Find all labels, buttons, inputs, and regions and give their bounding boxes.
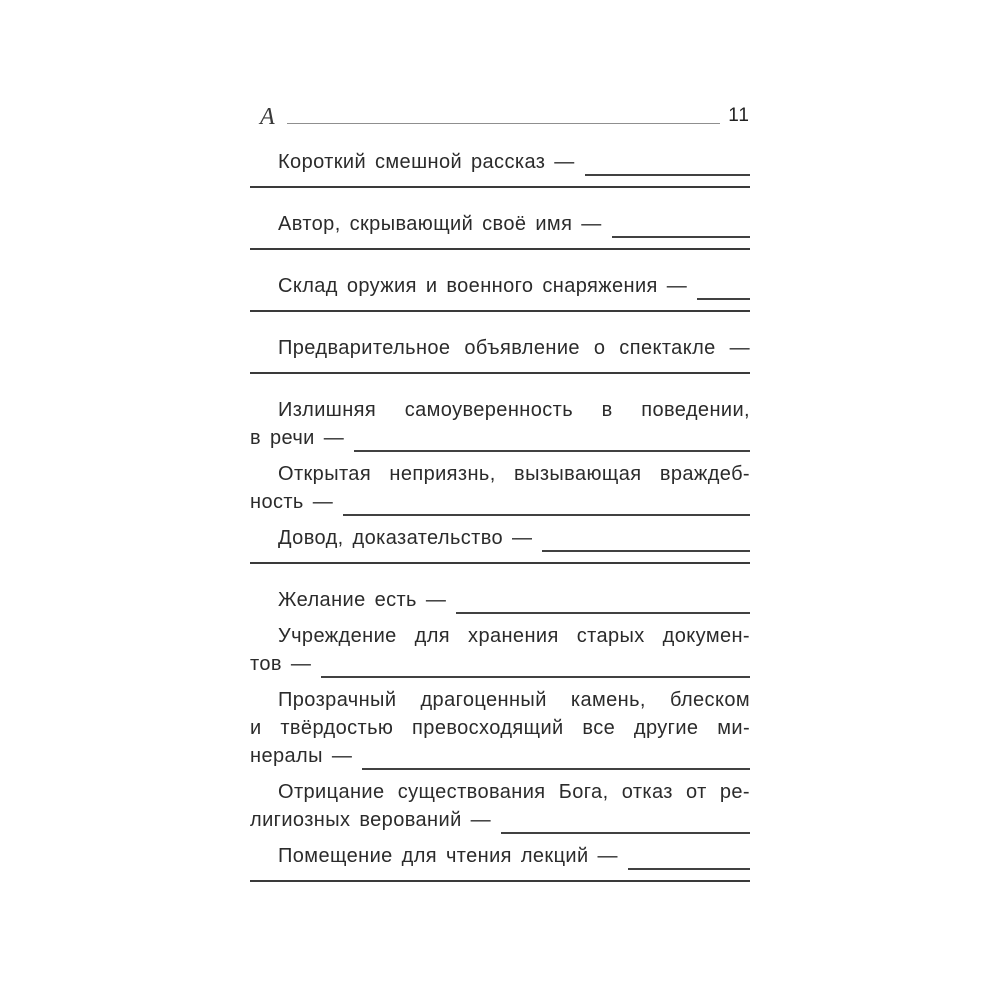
definition-line	[250, 650, 750, 678]
definition-entry	[250, 210, 750, 238]
definition-text: Помещение для чтения лекций —	[278, 845, 618, 867]
definition-text: в речи —	[250, 427, 345, 449]
answer-line	[250, 562, 750, 564]
definition-line	[250, 334, 750, 362]
definition-entry	[250, 686, 750, 770]
definition-entry	[250, 334, 750, 362]
definition-line	[250, 806, 750, 834]
definition-line	[250, 714, 750, 742]
definition-text: Склад оружия и военного снаряжения —	[278, 275, 688, 297]
answer-line	[250, 372, 750, 374]
definition-line	[250, 148, 750, 176]
answer-blank	[542, 524, 750, 552]
definition-entry	[250, 148, 750, 176]
definition-line	[250, 272, 750, 300]
definition-text: Короткий смешной рассказ —	[278, 151, 575, 173]
definition-entry	[250, 524, 750, 552]
definition-text: Довод, доказательство —	[278, 527, 533, 549]
definition-text: Автор, скрывающий своё имя —	[278, 213, 602, 235]
definition-text: лигиозных верований —	[250, 809, 491, 831]
section-letter: A	[260, 104, 275, 130]
definition-line	[250, 396, 750, 424]
definition-line	[250, 742, 750, 770]
book-page	[250, 104, 750, 904]
definition-entry	[250, 272, 750, 300]
definition-line	[250, 586, 750, 614]
definition-line	[250, 778, 750, 806]
definition-line	[250, 424, 750, 452]
definition-line	[250, 460, 750, 488]
definition-entry	[250, 842, 750, 870]
answer-blank	[612, 210, 750, 238]
definition-line	[250, 488, 750, 516]
answer-line	[250, 186, 750, 188]
definition-line	[250, 686, 750, 714]
definition-line	[250, 622, 750, 650]
page-header	[250, 104, 750, 130]
definition-line	[250, 210, 750, 238]
answer-line	[250, 248, 750, 250]
definition-entry	[250, 396, 750, 452]
definition-entry	[250, 460, 750, 516]
definition-text: Открытая неприязнь, вызывающая враждеб-	[278, 463, 750, 485]
answer-blank	[501, 806, 750, 834]
definition-text: Излишняя самоуверенность в поведении,	[278, 399, 750, 421]
definition-text: Желание есть —	[278, 589, 447, 611]
definition-text: Отрицание существования Бога, отказ от ре-	[278, 781, 750, 803]
definition-text: ность —	[250, 491, 334, 513]
definition-entry	[250, 778, 750, 834]
answer-blank	[697, 272, 750, 300]
definition-entry	[250, 586, 750, 614]
answer-blank	[321, 650, 750, 678]
header-rule	[287, 123, 721, 124]
answer-blank	[343, 488, 750, 516]
definition-text: Предварительное объявление о спектакле —	[278, 337, 750, 359]
definition-entry	[250, 622, 750, 678]
answer-blank	[628, 842, 750, 870]
answer-blank	[362, 742, 750, 770]
definitions-list	[250, 148, 750, 882]
page-number: 11	[728, 105, 750, 126]
answer-blank	[354, 424, 750, 452]
answer-line	[250, 310, 750, 312]
definition-line	[250, 524, 750, 552]
answer-blank	[456, 586, 750, 614]
definition-line	[250, 842, 750, 870]
definition-text: Прозрачный драгоценный камень, блеском	[278, 689, 750, 711]
definition-text: и твёрдостью превосходящий все другие ми-	[250, 717, 750, 739]
definition-text: Учреждение для хранения старых докумен-	[278, 625, 750, 647]
answer-line	[250, 880, 750, 882]
definition-text: нералы —	[250, 745, 353, 767]
answer-blank	[585, 148, 750, 176]
definition-text: тов —	[250, 653, 312, 675]
